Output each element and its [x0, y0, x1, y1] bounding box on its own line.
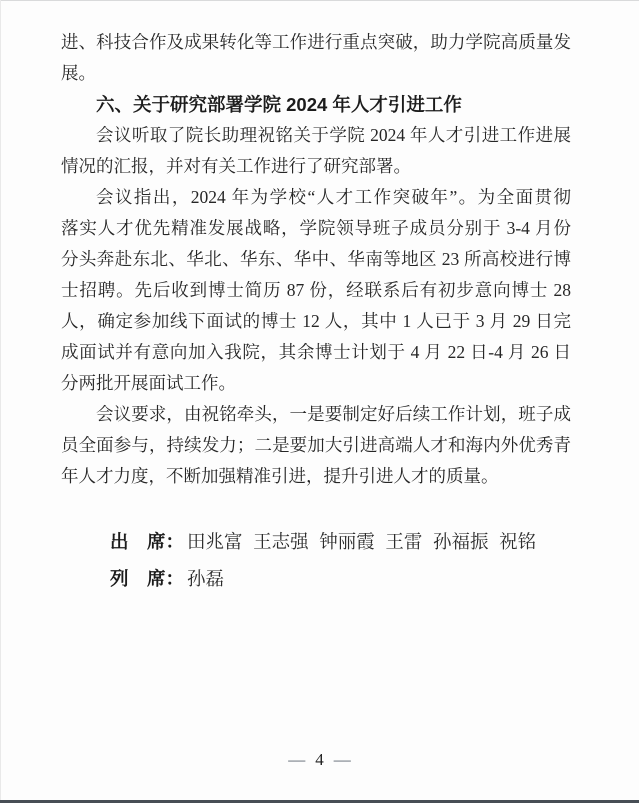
- text-line: 落实人才优先精准发展战略，学院领导班子成员分别于 3-4 月份: [61, 218, 571, 238]
- text-line: 会议听取了院长助理祝铭关于学院 2024 年人才引进工作进展: [96, 125, 571, 145]
- text-line: 员全面参与，持续发力；二是要加大引进高端人才和海内外优秀青: [61, 435, 571, 455]
- attendance-block: [61, 524, 571, 598]
- paragraph-report: [61, 120, 571, 182]
- page-number: 4: [315, 750, 324, 769]
- text-line: 展。: [61, 63, 96, 83]
- attendance-observers-row: [110, 561, 571, 598]
- page-top-edge: [0, 0, 639, 1]
- text-line: 士招聘。先后收到博士简历 87 份，经联系后有初步意向博士 28: [61, 280, 571, 300]
- footer-left-dash: —: [288, 750, 306, 769]
- observers-names: 孙磊: [187, 570, 225, 590]
- observers-label: 列 席：: [110, 568, 185, 589]
- paragraph-progress: [61, 182, 571, 399]
- present-names: 田兆富 王志强 钟丽霞 王雷 孙福振 祝铭: [187, 533, 537, 553]
- page-number-footer: [0, 748, 639, 772]
- text-line: 会议指出，2024 年为学校“人才工作突破年”。为全面贯彻: [96, 187, 571, 207]
- present-label: 出 席：: [110, 531, 185, 552]
- paragraph-continuation: [61, 27, 571, 89]
- text-line: 分头奔赴东北、华北、华东、华中、华南等地区 23 所高校进行博: [61, 249, 571, 269]
- text-line: 情况的汇报，并对有关工作进行了研究部署。: [61, 156, 411, 176]
- text-line: 成面试并有意向加入我院，其余博士计划于 4 月 22 日-4 月 26 日: [61, 342, 571, 362]
- text-line: 人，确定参加线下面试的博士 12 人，其中 1 人已于 3 月 29 日完: [61, 311, 571, 331]
- text-line: 分两批开展面试工作。: [61, 373, 236, 393]
- footer-right-dash: —: [333, 750, 351, 769]
- document-body: [61, 27, 571, 598]
- text-line: 进、科技合作及成果转化等工作进行重点突破，助力学院高质量发: [61, 32, 571, 52]
- attendance-present-row: [110, 524, 571, 561]
- text-line: 年人才力度，不断加强精准引进，提升引进人才的质量。: [61, 466, 499, 486]
- section-heading: 六、关于研究部署学院 2024 年人才引进工作: [96, 94, 462, 115]
- page-left-edge: [0, 0, 1, 803]
- paragraph-requirements: [61, 399, 571, 492]
- text-line: 会议要求，由祝铭牵头，一是要制定好后续工作计划，班子成: [96, 404, 571, 424]
